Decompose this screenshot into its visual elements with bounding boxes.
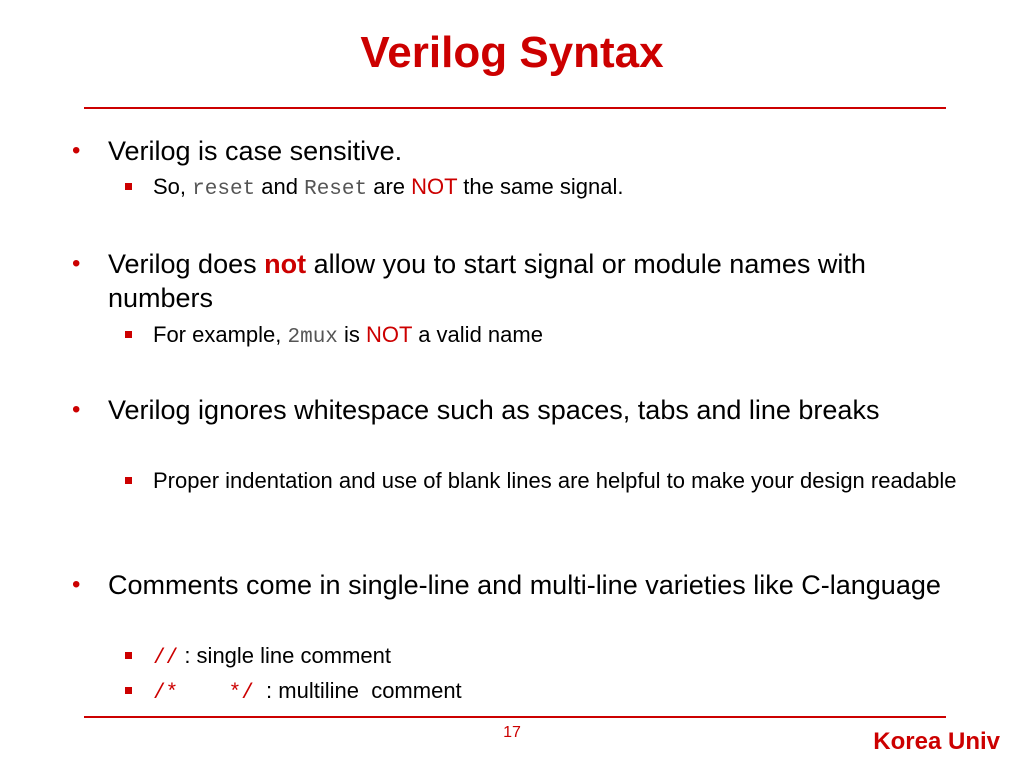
- sub-text: So,: [153, 174, 193, 199]
- square-bullet-icon: [124, 641, 153, 673]
- emphasis-not: not: [264, 249, 307, 279]
- bullet-text: allow you to start signal or module names with numbers: [108, 249, 866, 313]
- sub-bullet-multiline-comment: [124, 676, 964, 708]
- bullet-text: Verilog ignores whitespace such as spaces, tabs and line breaks: [108, 395, 880, 425]
- bullet-whitespace: [72, 393, 962, 427]
- code-2mux: 2mux: [287, 326, 338, 349]
- sub-bullet-2mux-example: [124, 320, 964, 352]
- sub-text: Proper indentation and use of blank lines are helpful to make your design readable: [153, 468, 957, 493]
- emphasis-not: NOT: [366, 322, 413, 347]
- sub-text: : single line comment: [178, 643, 391, 668]
- bullet-comments: [72, 568, 962, 602]
- bullet-no-numeric-start: [72, 247, 962, 315]
- sub-text: : multiline comment: [253, 678, 462, 703]
- page-number: 17: [503, 724, 521, 741]
- slide-title: Verilog Syntax: [360, 28, 664, 77]
- sub-text: are: [367, 174, 412, 199]
- square-bullet-icon: [124, 466, 153, 495]
- sub-bullet-single-line-comment: [124, 641, 964, 673]
- sub-text: the same signal.: [457, 174, 624, 199]
- code-multiline-comment: /* */: [153, 682, 254, 705]
- sub-bullet-reset-example: [124, 172, 964, 204]
- code-single-line-comment: //: [153, 647, 179, 670]
- bullet-text: Comments come in single-line and multi-line varieties like C-language: [108, 570, 941, 600]
- sub-text: a valid name: [412, 322, 543, 347]
- bullet-dot-icon: •: [72, 571, 81, 598]
- bullet-text: Verilog does: [108, 249, 265, 279]
- bullet-dot-icon: •: [72, 250, 81, 277]
- code-reset-capital: Reset: [304, 178, 368, 201]
- sub-text: is: [337, 322, 367, 347]
- bullet-dot-icon: •: [72, 137, 81, 164]
- title-divider: [84, 107, 946, 109]
- bullet-dot-icon: •: [72, 396, 81, 423]
- sub-text: and: [255, 174, 305, 199]
- sub-bullet-indentation: [124, 466, 964, 495]
- square-bullet-icon: [124, 172, 153, 204]
- sub-text: For example,: [153, 322, 288, 347]
- code-reset: reset: [192, 178, 256, 201]
- bullet-case-sensitive: [72, 134, 962, 168]
- square-bullet-icon: [124, 320, 153, 352]
- emphasis-not: NOT: [411, 174, 458, 199]
- footer-divider: [84, 716, 946, 718]
- square-bullet-icon: [124, 676, 153, 708]
- bullet-text: Verilog is case sensitive.: [108, 136, 403, 166]
- footer-brand: Korea Univ: [873, 728, 1000, 755]
